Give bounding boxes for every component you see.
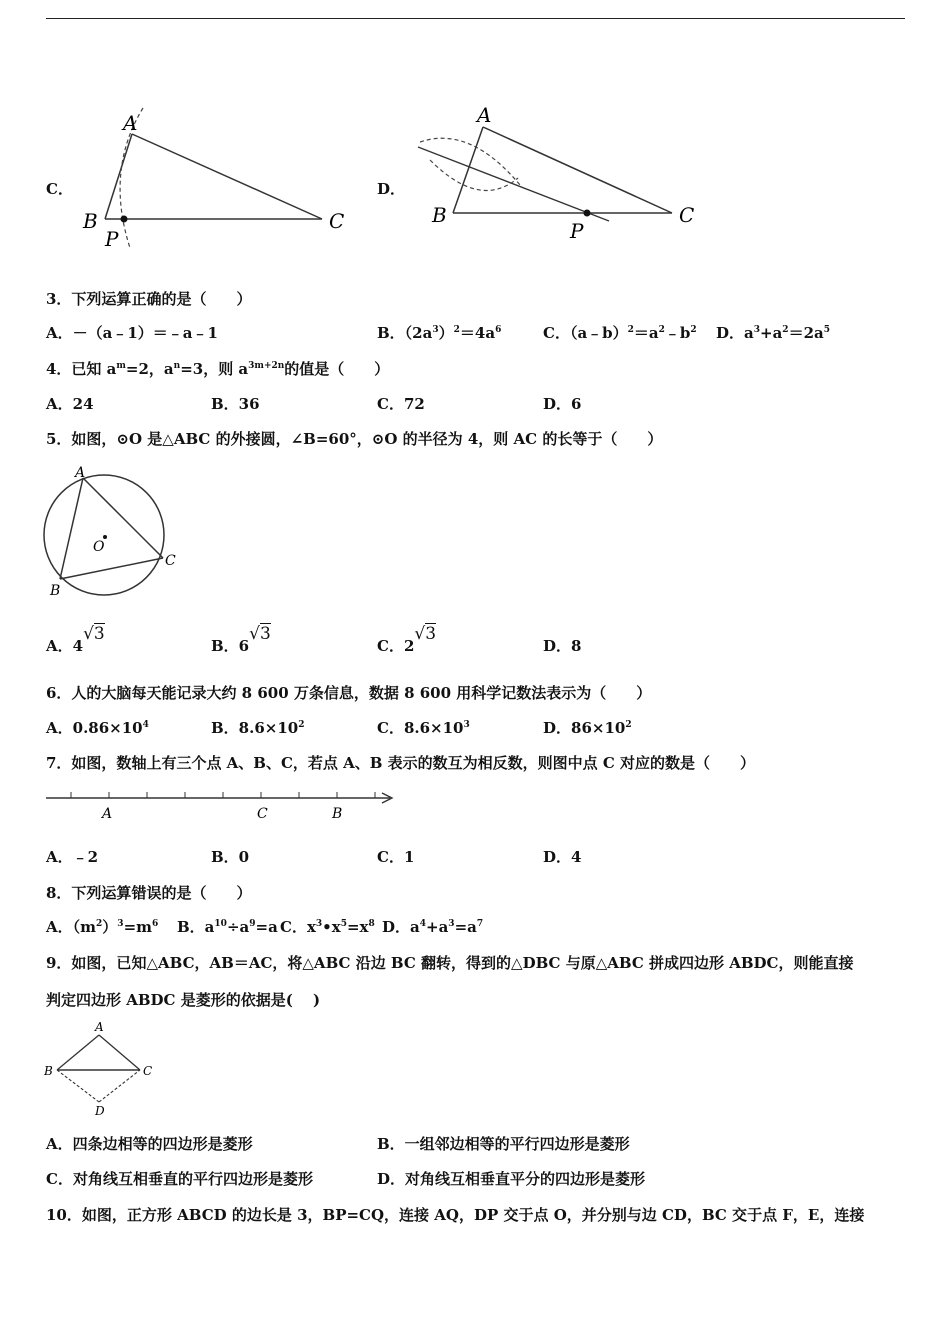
option-c-label: C． [46, 180, 73, 198]
q9-rhombus-figure [40, 1020, 160, 1120]
fig-d-label-a: A [477, 103, 492, 127]
q9-stem-line1: 9．如图，已知△ABC，AB＝AC，将△ABC 沿边 BC 翻转，得到的△DBC 与原△ABC 拼成四边形 ABDC，则能直接 [46, 954, 854, 972]
fig-c-label-p: P [105, 227, 119, 251]
q5-fig-label-c: C [165, 553, 176, 569]
q7-axis-label-b: B [332, 806, 343, 822]
q5-stem: 5．如图，⊙O 是△ABC 的外接圆，∠B=60°，⊙O 的半径为 4，则 AC 的长等于（ ） [46, 430, 663, 448]
q3-option-b: B．$(2a^3)^2=4a^6$ [377, 324, 502, 342]
figure-option-c [75, 100, 365, 260]
fig-c-label-c: C [329, 209, 345, 233]
q8-option-c: C．$x^3•x^5=x^8$ [280, 918, 375, 936]
q7-stem: 7．如图，数轴上有三个点 A、B、C，若点 A、B 表示的数互为相反数，则图中点 C 对应的数是（ ） [46, 754, 756, 772]
q9-fig-label-c: C [143, 1064, 153, 1078]
q7-option-b: B．0 [211, 848, 250, 866]
q3-option-d: D．$a^3+a^2=2a^5$ [716, 324, 830, 342]
q9-fig-label-b: B [44, 1064, 53, 1078]
q4-option-d: D．6 [543, 395, 582, 413]
q9-option-d: D．对角线互相垂直平分的四边形是菱形 [377, 1170, 646, 1188]
q5-option-d: D．8 [543, 637, 582, 655]
q8-option-b: B．$a^{10}\div a^9=a$ [177, 918, 278, 936]
q4-stem: 4．已知 $a^m=2$，$a^n=3$，则 $a^{3m+2n}$的值是（ ） [46, 360, 390, 378]
q7-option-a: A．﹣2 [46, 848, 99, 866]
q4-option-c: C．72 [377, 395, 425, 413]
q7-option-d: D．4 [543, 848, 582, 866]
q9-option-a: A．四条边相等的四边形是菱形 [46, 1135, 253, 1153]
q3-stem: 3．下列运算正确的是（ ） [46, 290, 252, 308]
fig-d-label-c: C [679, 203, 695, 227]
q9-option-b: B．一组邻边相等的平行四边形是菱形 [377, 1135, 630, 1153]
fig-d-label-p: P [570, 219, 584, 243]
q6-option-d: D．$86\times 10^2$ [543, 719, 632, 737]
fig-d-label-b: B [432, 203, 447, 227]
q7-option-c: C．1 [377, 848, 415, 866]
q5-option-b: B．6√3 [211, 624, 271, 655]
q4-option-b: B．36 [211, 395, 260, 413]
figure-option-d [410, 100, 710, 260]
q9-fig-label-a: A [95, 1020, 104, 1034]
q9-fig-label-d: D [95, 1104, 105, 1118]
q8-option-d: D．$a^4+a^3=a^7$ [382, 918, 484, 936]
q10-stem: 10．如图，正方形 ABCD 的边长是 3，BP=CQ，连接 AQ，DP 交于点 O，并分别与边 CD，BC 交于点 F，E，连接 [46, 1206, 865, 1224]
q5-fig-label-o: O [93, 539, 105, 555]
q5-option-c: C．2√3 [377, 624, 437, 655]
option-d-label: D． [377, 180, 406, 198]
q3-option-a: A．－（a﹣1）＝﹣a﹣1 [46, 324, 218, 342]
fig-c-label-a: A [123, 111, 138, 135]
q5-fig-label-b: B [50, 583, 61, 599]
q6-option-c: C．$8.6\times 10^3$ [377, 719, 470, 737]
fig-c-label-b: B [83, 209, 98, 233]
q5-fig-label-a: A [75, 465, 86, 481]
q7-axis-label-a: A [102, 806, 113, 822]
q6-stem: 6．人的大脑每天能记录大约 8 600 万条信息，数据 8 600 用科学记数法表示为（ ） [46, 684, 652, 702]
q5-circle-figure [38, 462, 188, 602]
q4-option-a: A．24 [46, 395, 94, 413]
q9-stem-line2: 判定四边形 ABDC 是菱形的依据是( ) [46, 991, 321, 1009]
q8-option-a: A．$(m^2)^3=m^6$ [46, 918, 159, 936]
q6-option-a: A．$0.86\times 10^4$ [46, 719, 149, 737]
header-rule [46, 18, 905, 19]
q7-number-line [44, 786, 404, 828]
q8-stem: 8．下列运算错误的是（ ） [46, 884, 252, 902]
q7-axis-label-c: C [257, 806, 268, 822]
q9-option-c: C．对角线互相垂直的平行四边形是菱形 [46, 1170, 313, 1188]
q5-option-a: A．4√3 [46, 624, 105, 655]
q6-option-b: B．$8.6\times 10^2$ [211, 719, 305, 737]
q3-option-c: C．$(a﹣b)^2=a^2﹣b^2$ [543, 324, 697, 342]
